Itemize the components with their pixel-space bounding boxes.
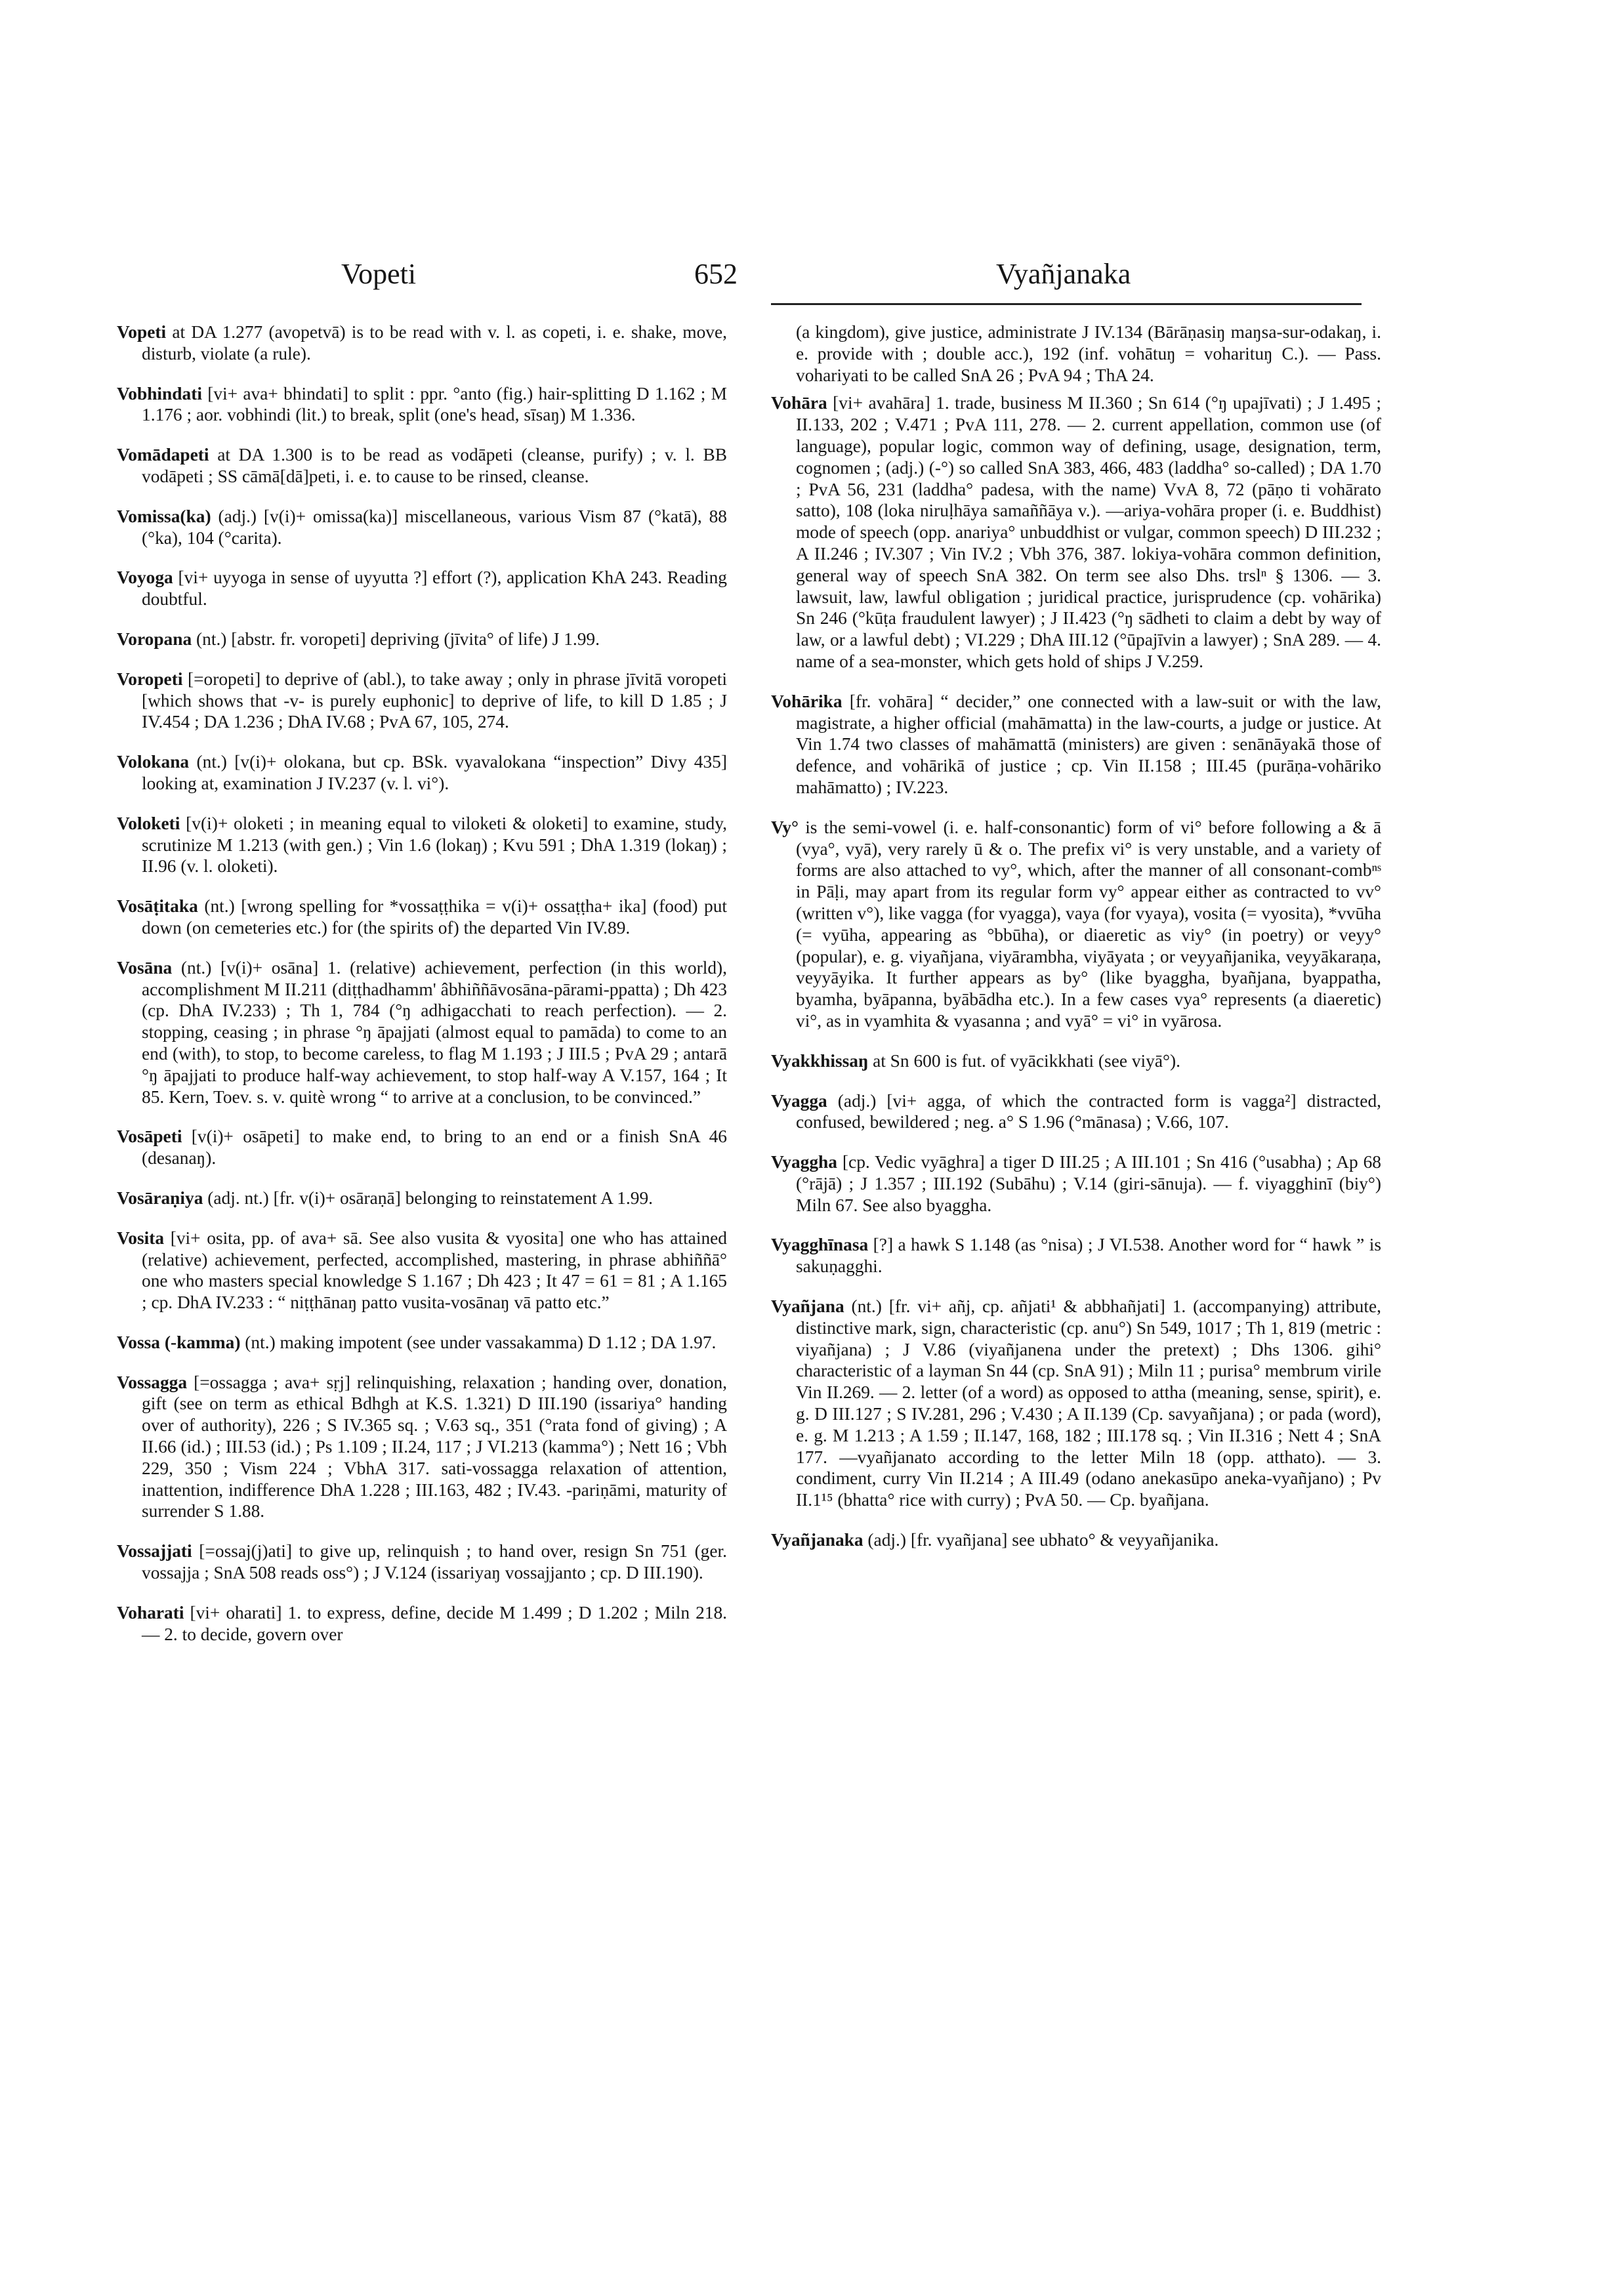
dictionary-entry	[117, 751, 727, 795]
left-column	[117, 321, 727, 1663]
definition-text: is the semi-vowel (i. e. half-consonantic) form of vi° before following a & ā (vya°, vyā), very rarely ū & o. The prefix vi° is very unstable, and a variety of forms are also attached to vy°, which, after the manner of all consonant-combⁿˢ in Pāḷi, may apart from its regular form vy° appear either as contracted to vv° (written v°), like vagga (for vyagga), vaya (for vyaya), vosita (= vyosita), *vvūha (= vyūha, appearing as °bbūha), or diaeretic as viy° (in poetry) or veyy° (popular), e. g. viyañjana, viyārambha, viyāyata ; or veyyañjanika, veyyākaraṇa, veyyāyika. It further appears as by° (like byaggha, byañjana, byappatha, byamha, byāpanna, byābādha etc.). In a few cases vya° represents (a diaeretic) vi°, as in vyamhita & vyasanna ; and vyā° = vi° in vyārosa.	[796, 817, 1381, 1031]
dictionary-entry	[117, 1332, 727, 1354]
definition-text: at Sn 600 is fut. of vyācikkhati (see viyā°).	[868, 1050, 1180, 1071]
definition-text: [vi+ uyyoga in sense of uyyutta ?] effort (?), application KhA 243. Reading doubtful.	[142, 568, 727, 610]
dictionary-entry	[117, 383, 727, 426]
dictionary-entry	[771, 392, 1381, 672]
dictionary-entry	[117, 1602, 727, 1645]
headword: Vyañjanaka	[771, 1530, 864, 1550]
dictionary-entry	[117, 629, 727, 650]
dictionary-entry	[771, 1529, 1381, 1551]
definition-text: (adj.) [fr. vyañjana] see ubhato° & veyyañjanika.	[863, 1530, 1219, 1550]
dictionary-entry	[117, 567, 727, 610]
dictionary-entry	[117, 957, 727, 1108]
definition-text: [=ossagga ; ava+ sṛj] relinquishing, relaxation ; handing over, donation, gift (see on term as ethical Bdhgh at K.S. 1.321) D III.190 (issariya° handing over of authority), 226 ; S IV.365 sq. ; V.63 sq., 351 (°rata fond of giving) ; A II.66 (id.) ; III.53 (id.) ; Ps 1.109 ; II.24, 117 ; J VI.213 (kamma°) ; Nett 16 ; Vbh 229, 350 ; Vism 224 ; VbhA 317. sati-vossagga relaxation of attention, inattention, indifference DhA 1.228 ; III.163, 482 ; IV.43. -pariṇāmi, maturity of surrender S 1.88.	[142, 1372, 727, 1521]
continuation-text: (a kingdom), give justice, administrate J IV.134 (Bārāṇasiŋ maŋsa-sur-odakaŋ, i. e. provide with ; double acc.), 192 (inf. vohātuŋ = voharituŋ C.). — Pass. vohariyati to be called SnA 26 ; PvA 94 ; ThA 24.	[796, 322, 1381, 385]
dictionary-entry	[117, 896, 727, 939]
definition-text: [v(i)+ oloketi ; in meaning equal to viloketi & oloketi] to examine, study, scrutinize M 1.213 (with gen.) ; Vin 1.6 (lokaŋ) ; Kvu 591 ; DhA 1.319 (lokaŋ) ; II.96 (v. l. oloketi).	[142, 813, 727, 877]
definition-text: (nt.) [wrong spelling for *vossaṭṭhika = v(i)+ ossaṭṭha+ ika] (food) put down (on cemeteries etc.) for (the spirits of) the departed Vin IV.89.	[142, 896, 727, 938]
dictionary-entry	[117, 813, 727, 877]
headword: Vobhindati	[117, 383, 202, 403]
dictionary-entry	[117, 669, 727, 733]
dictionary-entry	[117, 444, 727, 487]
definition-text: (nt.) [v(i)+ osāna] 1. (relative) achievement, perfection (in this world), accomplishment M II.211 (diṭṭhadhamm' âbhiññāvosāna-pārami-ppatta) ; Dh 423 (cp. DhA IV.233) ; Th 1, 784 (°ŋ adhigacchati to reach perfection). — 2. stopping, ceasing ; in phrase °ŋ āpajjati (almost equal to pamāda) to come to an end (with), to stop, to become careless, to flag M 1.193 ; J III.5 ; PvA 29 ; antarā °ŋ āpajjati to produce half-way achievement, to stop half-way A V.157, 164 ; It 85. Kern, Toev. s. v. quitè wrong “ to arrive at a conclusion, to be convinced.”	[142, 957, 727, 1107]
headword: Vyagghīnasa	[771, 1235, 869, 1255]
headword: Vyagga	[771, 1090, 827, 1111]
right-column	[771, 321, 1381, 1569]
dictionary-entry	[771, 1296, 1381, 1511]
definition-text: [vi+ osita, pp. of ava+ sā. See also vusita & vyosita] one who has attained (relative) achievement, perfected, accomplished, mastering, in phrase abhiññā° one who masters special knowledge S 1.167 ; Dh 423 ; It 47 = 61 = 81 ; A 1.165 ; cp. DhA IV.233 : “ niṭṭhānaŋ patto vusita-vosānaŋ vā patto etc.”	[142, 1228, 727, 1313]
dictionary-entry	[117, 1228, 727, 1313]
dictionary-entry	[117, 1540, 727, 1584]
dictionary-entry	[771, 1234, 1381, 1277]
headword: Vossagga	[117, 1372, 188, 1392]
headword: Vossa (-kamma)	[117, 1332, 241, 1352]
dictionary-entry	[771, 1090, 1381, 1134]
headword: Vohāra	[771, 393, 827, 413]
headword: Vossajjati	[117, 1541, 192, 1561]
dictionary-entry	[771, 691, 1381, 798]
headword: Vosāna	[117, 957, 173, 978]
headword: Vomissa(ka)	[117, 506, 211, 526]
dictionary-entry	[117, 1188, 727, 1209]
headword: Voyoga	[117, 568, 173, 588]
header-left-word: Vopeti	[341, 258, 417, 290]
page-number: 652	[694, 258, 738, 290]
headword: Vosita	[117, 1228, 165, 1248]
headword: Vosāraṇiya	[117, 1188, 203, 1208]
definition-text: [vi+ oharati] 1. to express, define, decide M 1.499 ; D 1.202 ; Miln 218. — 2. to decide, govern over	[142, 1602, 727, 1644]
header-right-word: Vyañjanaka	[996, 258, 1131, 290]
headword: Voropana	[117, 629, 192, 649]
definition-text: at DA 1.300 is to be read as vodāpeti (cleanse, purify) ; v. l. BB vodāpeti ; SS cāmā[dā]peti, i. e. to cause to be rinsed, cleanse.	[142, 445, 727, 486]
definition-text: [vi+ ava+ bhindati] to split : ppr. °anto (fig.) hair-splitting D 1.162 ; M 1.176 ; aor. vobhindi (lit.) to break, split (one's head, sīsaŋ) M 1.336.	[142, 383, 727, 425]
headword: Voropeti	[117, 669, 183, 689]
headword: Voloketi	[117, 813, 180, 833]
definition-text: (adj.) [v(i)+ omissa(ka)] miscellaneous, various Vism 87 (°katā), 88 (°ka), 104 (°carita).	[142, 506, 727, 548]
definition-text: (nt.) [fr. vi+ añj, cp. añjati¹ & abbhañjati] 1. (accompanying) attribute, distinctive mark, sign, characteristic (cp. anu°) Sn 549, 1017 ; Th 1, 819 (metric : viyañjana) ; J V.86 (viyañjanena under the pretext) ; Dhs 1306. gihi° characteristic of a layman Sn 44 (cp. SnA 91) ; Miln 11 ; purisa° membrum virile Vin II.269. — 2. letter (of a word) as opposed to attha (meaning, sense, spirit), e. g. D III.127 ; S IV.281, 296 ; V.430 ; A II.139 (Cp. savyañjana) ; or pada (word), e. g. M 1.213 ; A 1.59 ; II.147, 168, 182 ; III.178 sq. ; Vin II.316 ; Nett 4 ; SnA 177. —vyañjanato according to the letter Miln 18 (opp. atthato). — 3. condiment, curry Vin II.214 ; A III.49 (odano anekasūpo aneka-vyañjano) ; Pv II.1¹⁵ (bhatta° rice with curry) ; PvA 50. — Cp. byañjana.	[796, 1296, 1381, 1510]
header-rule	[771, 303, 1362, 305]
dictionary-entry	[117, 1372, 727, 1523]
dictionary-entry	[117, 506, 727, 549]
definition-text: at DA 1.277 (avopetvā) is to be read with v. l. as copeti, i. e. shake, move, disturb, violate (a rule).	[142, 322, 727, 363]
headword: Vyakkhissaŋ	[771, 1050, 869, 1071]
dictionary-entry	[117, 321, 727, 365]
headword: Voharati	[117, 1602, 184, 1623]
definition-text: (nt.) [abstr. fr. voropeti] depriving (jīvita° of life) J 1.99.	[192, 629, 600, 649]
definition-text: (adj. nt.) [fr. v(i)+ osāraṇā] belonging to reinstatement A 1.99.	[203, 1188, 653, 1208]
definition-text: [=ossaj(j)ati] to give up, relinquish ; to hand over, resign Sn 751 (ger. vossajja ; SnA 508 reads oss°) ; J V.124 (issariyaŋ vossajjanto ; cp. D III.190).	[142, 1541, 727, 1583]
dictionary-entry	[117, 1126, 727, 1169]
headword: Vomādapeti	[117, 445, 209, 465]
definition-text: [vi+ avahāra] 1. trade, business M II.360 ; Sn 614 (°ŋ upajīvati) ; J 1.495 ; II.133, 202 ; V.471 ; PvA 111, 278. — 2. current appellation, common use (of language), popular logic, common way of defining, usage, designation, term, cognomen ; (adj.) (-°) so called SnA 383, 466, 483 (laddha° so-called) ; DA 1.70 ; PvA 56, 231 (laddha° padesa, with the name) VvA 8, 72 (pāṇo ti vohārato satto), 108 (loka niruḷhāya samaññāya v.). —ariya-vohāra proper (i. e. Buddhist) mode of speech (opp. anariya° unbuddhist or vulgar, common speech) D III.232 ; A II.246 ; IV.307 ; Vin IV.2 ; Vbh 376, 387. lokiya-vohāra common definition, general way of speech SnA 382. On term see also Dhs. trslⁿ § 1306. — 3. lawsuit, law, lawful obligation ; juridical practice, jurisprudence (cp. vohārika) Sn 246 (°kūṭa fraudulent lawyer) ; J II.423 (°ŋ sādheti to claim a debt by way of law, or a lawful debt) ; VI.229 ; DhA III.12 (°ūpajīvin a lawyer) ; SnA 289. — 4. name of a sea-monster, which gets hold of ships J V.259.	[796, 393, 1381, 671]
headword: Vy°	[771, 817, 799, 837]
definition-text: [=oropeti] to deprive of (abl.), to take away ; only in phrase jīvitā voropeti [which shows that -v- is purely euphonic] to deprive of life, to kill D 1.85 ; J IV.454 ; DA 1.236 ; DhA IV.68 ; PvA 67, 105, 274.	[142, 669, 727, 732]
headword: Vosāpeti	[117, 1127, 182, 1147]
headword: Vyañjana	[771, 1296, 844, 1317]
definition-text: [v(i)+ osāpeti] to make end, to bring to an end or a finish SnA 46 (desanaŋ).	[142, 1127, 727, 1168]
definition-text: [cp. Vedic vyāghra] a tiger D III.25 ; A III.101 ; Sn 416 (°usabha) ; Ap 68 (°rājā) ; J 1.357 ; III.192 (Subāhu) ; V.14 (giri-sānuja). — f. viyagghinī (biy°) Miln 67. See also byaggha.	[796, 1152, 1381, 1215]
definition-text: [fr. vohāra] “ decider,” one connected with a law-suit or with the law, magistrate, a higher official (mahāmatta) in the law-courts, a judge or justice. At Vin 1.74 two classes of mahāmattā (ministers) are given : senānāyakā those of defence, and vohārikā of justice ; cp. Vin II.158 ; III.45 (purāṇa-vohāriko mahāmatto) ; IV.223.	[796, 691, 1381, 797]
definition-text: (nt.) making impotent (see under vassakamma) D 1.12 ; DA 1.97.	[240, 1332, 717, 1352]
definition-text: [?] a hawk S 1.148 (as °nisa) ; J VI.538. Another word for “ hawk ” is sakuṇagghi.	[796, 1235, 1381, 1277]
headword: Vopeti	[117, 322, 167, 342]
headword: Vosāṭitaka	[117, 896, 198, 917]
headword: Vohārika	[771, 691, 843, 711]
definition-text: (adj.) [vi+ agga, of which the contracted form is vagga²] distracted, confused, bewildered ; neg. a° S 1.96 (°mānasa) ; V.66, 107.	[796, 1090, 1381, 1132]
dictionary-entry	[771, 1050, 1381, 1072]
dictionary-entry	[771, 1151, 1381, 1216]
headword: Vyaggha	[771, 1152, 837, 1172]
headword: Volokana	[117, 752, 190, 772]
dictionary-entry	[771, 817, 1381, 1032]
definition-text: (nt.) [v(i)+ olokana, but cp. BSk. vyavalokana “inspection” Divy 435] looking at, examination J IV.237 (v. l. vi°).	[142, 752, 727, 793]
running-header	[0, 257, 1624, 297]
